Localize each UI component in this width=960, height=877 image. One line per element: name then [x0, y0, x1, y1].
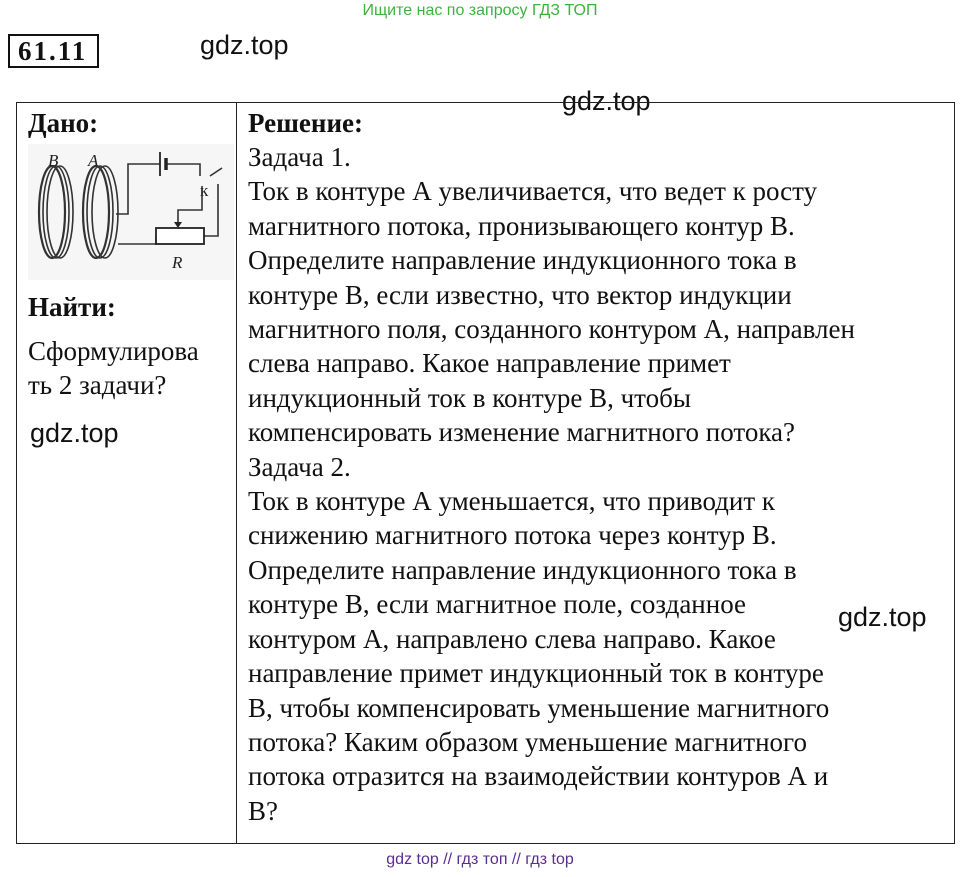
top-banner: Ищите нас по запросу ГДЗ ТОП — [362, 2, 598, 19]
solution-line: направление примет индукционный ток в контуре — [248, 658, 824, 689]
solution-line: Задача 1. — [248, 142, 351, 172]
resistor-icon — [156, 228, 204, 244]
solution-line: компенсировать изменение магнитного потока? — [248, 417, 796, 448]
solution-line: индукционный ток в контуре В, чтобы — [248, 382, 691, 413]
solution-line: В, чтобы компенсировать уменьшение магнитного — [248, 692, 830, 723]
solution-line: снижению магнитного потока через контур В. — [248, 520, 777, 551]
watermark: gdz.top — [562, 86, 651, 116]
circuit-figure — [28, 144, 234, 280]
solution-line: магнитного потока, пронизывающего контур В. — [248, 210, 795, 241]
watermark: gdz.top — [200, 30, 289, 60]
solution-line: Ток в контуре А уменьшается, что приводит к — [248, 486, 776, 517]
solution-line: В? — [248, 795, 278, 826]
solution-line: Задача 2. — [248, 451, 351, 482]
solution-line: Определите направление индукционного тока в — [248, 554, 797, 585]
solution-heading: Решение: — [248, 108, 363, 138]
solution-line: контуре В, если известно, что вектор индукции — [248, 279, 792, 310]
label-key: к — [200, 181, 209, 200]
task-number: 61.11 — [8, 34, 99, 68]
solution-line: слева направо. Какое направление примет — [248, 348, 731, 379]
solution-line: потока отразится на взаимодействии контуров А и — [248, 761, 829, 792]
label-r: R — [172, 253, 183, 272]
solution-line: потока? Каким образом уменьшение магнитного — [248, 726, 807, 757]
find-line: ть 2 задачи? — [28, 370, 167, 400]
watermark: gdz.top — [838, 602, 927, 632]
given-section — [28, 106, 233, 140]
column-divider — [236, 102, 237, 844]
label-b: B — [48, 151, 59, 170]
solution-section — [248, 106, 948, 828]
find-text — [28, 334, 233, 402]
watermark: gdz.top — [30, 418, 119, 448]
given-heading: Дано: — [28, 108, 99, 138]
solution-line: магнитного поля, созданного контуром А, направлен — [248, 314, 855, 345]
solution-line: Ток в контуре А увеличивается, что ведет к росту — [248, 176, 818, 207]
find-heading: Найти: — [28, 292, 116, 322]
solution-line: Определите направление индукционного тока в — [248, 245, 797, 276]
footer-links: gdz top // гдз топ // гдз top — [386, 851, 574, 868]
solution-line: контуром А, направлено слева направо. Какое — [248, 623, 776, 654]
find-line: Сформулирова — [28, 336, 199, 366]
label-a: A — [88, 151, 99, 170]
solution-line: контуре В, если магнитное поле, созданное — [248, 589, 747, 620]
